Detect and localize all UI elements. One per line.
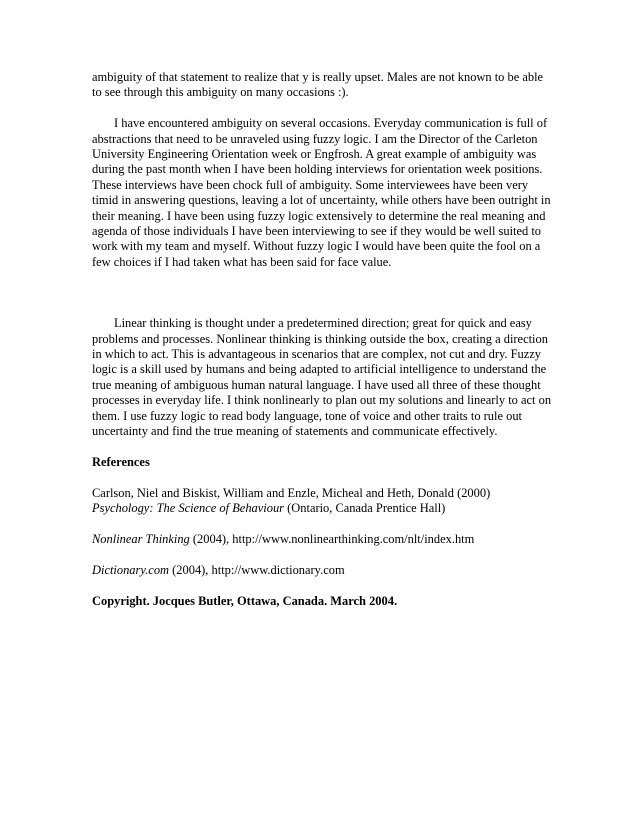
reference-authors: Carlson, Niel and Biskist, William and Enzle, Micheal and Heth, Donald (2000) <box>92 485 491 500</box>
paragraph-spacer <box>92 547 552 562</box>
paragraph-spacer <box>92 101 552 116</box>
reference-entry <box>92 563 552 578</box>
paragraph-spacer <box>92 470 552 485</box>
paragraph-continuation: ambiguity of that statement to realize that y is really upset. Males are not known to be able to see through this ambiguity on many occasions :). <box>92 70 544 100</box>
references-heading: References <box>92 454 150 469</box>
reference-entry <box>92 486 552 517</box>
reference-publisher: (Ontario, Canada Prentice Hall) <box>284 501 446 516</box>
paragraph-spacer <box>92 270 552 316</box>
reference-entry <box>92 532 552 547</box>
paragraph-spacer <box>92 440 552 455</box>
paragraph-ambiguity-experience: I have encountered ambiguity on several occasions. Everyday communication is full of abstractions that need to be unraveled using fuzzy logic. I am the Director of the Carleton University Engineering Orientation week or Engfrosh. A great example of ambiguity was during the past month when I have been holding interviews for orientation week positions. These interviews have been chock full of ambiguity. Some interviewees have been very timid in answering questions, leaving a lot of uncertainty, while others have been outright in their meaning. I have been using fuzzy logic extensively to determine the real meaning and agenda of those individuals I have been interviewing to see if they would be well suited to work with my team and myself. Without fuzzy logic I would have been quite the fool on a few choices if I had taken what has been said for face value. <box>92 116 551 269</box>
document-page <box>92 70 552 609</box>
reference-title-line <box>92 501 552 516</box>
paragraph-thinking-types: Linear thinking is thought under a predetermined direction; great for quick and easy problems and processes. Nonlinear thinking is thinking outside the box, creating a direction in which to act. This is advantageous in scenarios that are complex, not cut and dry. Fuzzy logic is a skill used by humans and being adapted to artificial intelligence to understand the true meaning of ambiguous human natural language. I have used all three of these thought processes in everyday life. I think nonlinearly to plan out my solutions and linearly to act on them. I use fuzzy logic to read body language, tone of voice and other traits to rule out uncertainty and find the true meaning of statements and communicate effectively. <box>92 316 552 439</box>
copyright-notice: Copyright. Jocques Butler, Ottawa, Canada. March 2004. <box>92 593 398 608</box>
reference-details: (2004), http://www.dictionary.com <box>169 562 345 577</box>
reference-details: (2004), http://www.nonlinearthinking.com/nlt/index.htm <box>189 531 475 546</box>
reference-title: Psychology: The Science of Behaviour <box>92 501 285 516</box>
paragraph-spacer <box>92 517 552 532</box>
paragraph-spacer <box>92 578 552 593</box>
reference-title: Dictionary.com <box>92 562 170 577</box>
reference-title: Nonlinear Thinking <box>92 531 190 546</box>
